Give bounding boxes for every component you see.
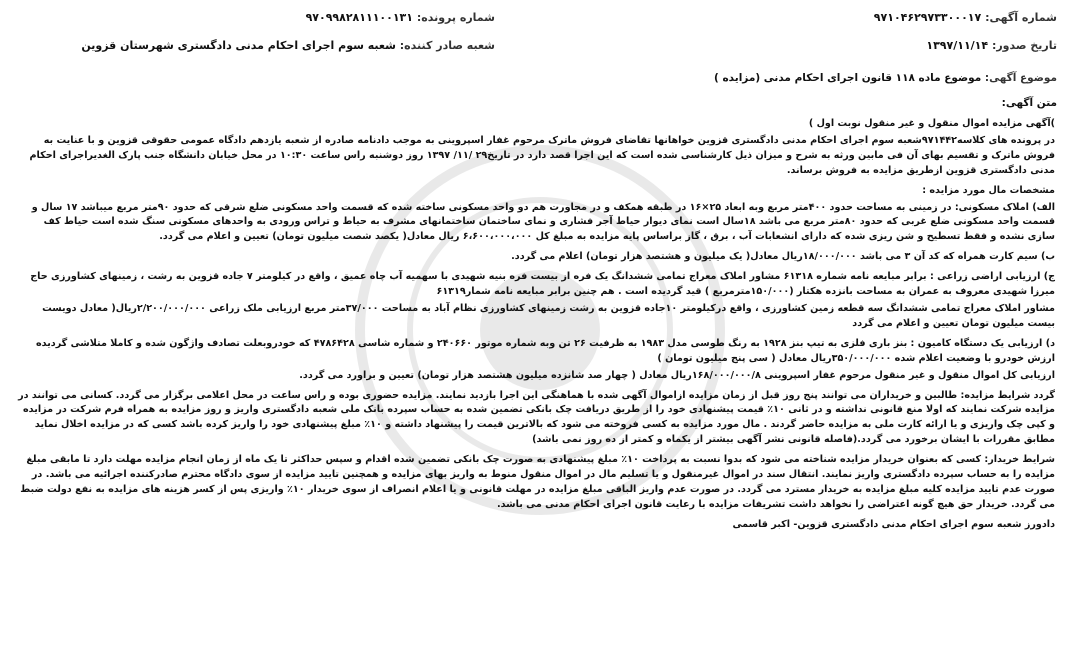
issue-date-value: ۱۳۹۷/۱۱/۱۴ [926, 39, 989, 52]
ad-number-value: ۹۷۱۰۴۶۲۹۷۳۳۰۰۰۱۷ [873, 11, 982, 24]
auction-conditions: گردد شرایط مزایده: طالبین و خریداران می توانند پنج روز قبل از زمان مزایده ازاموال آگهی شده با هماهنگی این اجرا بازدید نمایند. مزایده حضوری بوده و راس ساعت در محل اعلامی برگزار می گردد. کسانی می توانند در مزایده شرکت نمایند که اولا منع قانونی نداشته و در ثانی ۱۰٪ قیمت پیشنهادی خود را از طریق دریافت چک بانکی تضمین شده به حساب سپرده بانک ملی شعبه دادگستری واریز و روز مزایده به همراه فرم شرکت در مزایده و کپی چک واریزی و یا ارائه کارت ملی به مزایده حاضر گردند . مال مورد مزایده به کسی فروخته می شود که بالاترین قیمت را پیشنهاد داشته و ۱۰٪ مبلغ پیشنهادی خود را واریز کرده باشد کسی که در مزایده اخلال نماید مطابق مقررات با ایشان برخورد می گردد.(فاصله قانونی نشر آگهی بیشتر از یکماه و کمتر از ده روز نمی باشد) [18, 389, 1055, 446]
item-sim-card: ب) سیم کارت همراه که کد آن ۳ می باشد ۱۸/۰۰۰/۰۰۰ریال معادل( یک میلیون و هشتصد هزار تومان) اعلام می گردد. [511, 251, 1055, 263]
branch-label: شعبه صادر کننده: [399, 39, 495, 52]
ad-number-label: شماره آگهی: [985, 11, 1057, 24]
property-spec-heading: مشخصات مال مورد مزایده : [922, 184, 1055, 196]
issue-date-row [926, 39, 1057, 52]
item-farmland-2: مشاور املاک معراج تمامی ششدانگ سه قطعه زمین کشاورزی ، واقع درکیلومتر ۱۰جاده قزوین به رشت زمینهای کشاورزی نظام آباد به مساحت ۳۷/۰۰۰متر مربع ارزیابی ملک زراعی ۲/۲۰۰/۰۰۰/۰۰۰ریال( معادل دویست بیست میلیون تومان تعیین و اعلام می گردد [42, 302, 1055, 329]
case-number-value: ۹۷۰۹۹۸۲۸۱۱۱۰۰۱۳۱ [305, 11, 413, 24]
item-truck: د) ارزیابی یک دستگاه کامیون : بنز باری فلزی به تیپ بنز ۱۹۲۸ به رنگ طوسی مدل ۱۹۸۳ به ظرفیت ۲۶ تن وبه شماره موتور ۲۴۰۶۶۰ و شماره شاسی ۴۷۸۶۴۲۸ که خودروبعلت تصادف واژگون شده و کاملا متلاشی گردیده ارزش خودرو با وضعیت اعلام شده ۳۵۰/۰۰۰/۰۰۰ریال معادل ( سی پنج میلیون تومان ) [35, 337, 1055, 364]
ad-number-row [874, 11, 1057, 24]
branch-row [81, 39, 495, 52]
subject-label: موضوع آگهی: [984, 72, 1057, 84]
body-label: متن آگهی: [1001, 97, 1057, 109]
notice-body [14, 117, 1055, 538]
case-number-row [306, 11, 495, 24]
total-valuation: ارزیابی کل اموال منقول و غیر منقول مرحوم غفار اسپروینی ۱۶۸/۰۰۰/۰۰۰/۸ریال معادل ( چهار صد شانزده میلیون هشتصد هزار تومان) تعیین و براورد می گردد. [299, 369, 1055, 381]
branch-value: شعبه سوم اجرای احکام مدنی دادگستری شهرستان قزوین [81, 39, 396, 52]
subject-text: موضوع ماده ۱۱۸ قانون اجرای احکام مدنی (مزایده ) [714, 72, 982, 84]
signature-line: دادورز شعبه سوم اجرای احکام مدنی دادگستری قزوین- اکبر قاسمی [732, 518, 1055, 530]
issue-date-label: تاریخ صدور: [991, 39, 1057, 52]
case-number-label: شماره پرونده: [416, 11, 495, 24]
intro-paragraph: در پرونده های کلاسه۹۷۱۴۴۲شعبه سوم اجرای احکام مدنی دادگستری قزوین خواهانها تقاضای فروش ماترک مرحوم غفار اسپروینی به موجب دادنامه صادره از شعبه یازدهم دادگاه عمومی حقوقی قزوین و با عنایت به فروش ماترک و تقسیم بهای آن فی مابین ورثه به شرح و میزان ذیل کارشناسی شده است که این اجرا قصد دارد در تاریخ۲۹ /۱۱/ ۱۳۹۷ روز دوشنبه راس ساعت ۱۰:۳۰ در محل خیابان دانشگاه جنب پارک الغدیراجرای احکام مدنی دادگستری قزوین ازطریق مزایده به فروش برساند. [29, 134, 1055, 176]
item-residential: الف) املاک مسکونی: در زمینی به مساحت حدود ۴۰۰متر مربع وبه ابعاد ۲۵×۱۶ در طبقه همکف و در مجاورت هم دو واحد مسکونی ساخته شده که قسمت واحد مسکونی ضلع شرقی که حدود ۹۰متر مربع میباشد ۱۷ سال و قسمت واحد مسکونی ضلع غربی که حدود ۸۰متر مربع می باشد ۱۸سال است نمای دیوار حیاط آجر فشاری و نمای ساختمان ساختمانهای مشرف به حیاط و تراس ورودی به واحدهای مسکونی سنگ شده است حیاط کف سازی نشده و فقط تسطیح و شن ریزی شده که دارای انشعابات آب ، برق ، گاز براساس پایه مزایده به مبلغ کل ۶،۶۰۰،۰۰۰،۰۰۰ ریال معادل( یکصد شصت میلیون تومان) تعیین و اعلام می گردد. [31, 201, 1055, 243]
item-farmland: ج) ارزیابی اراضی زراعی : برابر مبایعه نامه شماره ۶۱۳۱۸ مشاور املاک معراج تمامی ششدانگ یک فره از بیست فره بنیه شهیدی با سهمیه آب چاه عمیق ، واقع در کیلومتر ۷ جاده قزوین به رشت ، زمینهای کشاورزی حاج میرزا شهیدی معروف به عمران به مساحت بانزده هکتار (۱۵۰/۰۰۰مترمربع ) قید گردیده است . هم چنین برابر مبایعه نامه شمار۶۱۳۱۹ [30, 271, 1055, 298]
subject-row [714, 72, 1057, 84]
notice-heading: )آگهی مزایده اموال منقول و غیر منقول نوبت اول ) [808, 118, 1055, 129]
buyer-conditions: شرایط خریدار: کسی که بعنوان خریدار مزایده شناخته می شود که بدوا نسبت به پرداخت ۱۰٪ مبلغ پیشنهادی به صورت چک بانکی تضمین شده اقدام و سپس حداکثر تا یک ماه از زمان انجام مزایده مهلت دارد تا مابقی مبلغ مزایده را به حساب سپرده دادگستری واریز نمایند. انتقال سند در اموال غیرمنقول و یا تسلیم مال در اموال منقول منوط به واریز بهای مزایده و همچنین تایید مزایده از سوی دادگاه محترم صادرکننده اجرائیه می باشد. در صورت عدم تایید مزایده کلیه مبلغ مزایده به خریدار مسترد می گردد. در صورت عدم واریز الباقی مبلغ مزایده در مهلت قانونی و یا اعلام انصراف از سوی خریدار ۱۰٪ واریزی پس از کسر هزینه های مزایده به نفع دولت ضبط می گردد. خریدار حق هیچ گونه اعتراضی را نخواهد داشت تشریفات مزایده با رعایت قانون اجرای احکام مدنی می باشد. [20, 454, 1055, 510]
